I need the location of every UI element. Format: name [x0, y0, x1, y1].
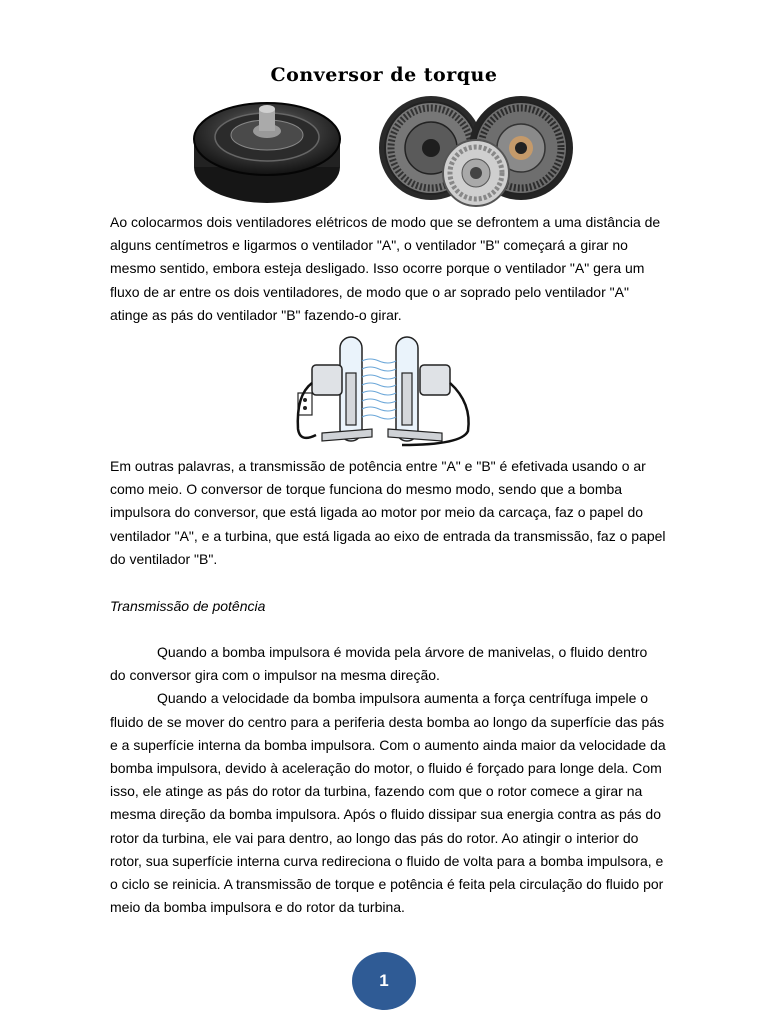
body-paragraphs	[110, 641, 666, 919]
intro-paragraph	[110, 211, 666, 327]
page-title: Conversor de torque	[270, 64, 498, 86]
body-paragraph-1: Quando a bomba impulsora é movida pela árvore de manivelas, o fluido dentro do conversor gira com o impulsor na mesma direção.	[110, 644, 648, 684]
section-heading-text: Transmissão de potência	[110, 598, 266, 614]
analogy-paragraph	[110, 455, 666, 571]
torque-converter-photo	[192, 95, 342, 207]
page-number-badge	[352, 952, 416, 1010]
intro-text: Ao colocarmos dois ventiladores elétricos de modo que se defrontem a uma distância de alguns centímetros e ligarmos o ventilador "A", o ventilador "B" começará a girar no mesmo sentido, embora esteja desligado. Isso ocorre porque o ventilador "A" gera um fluxo de ar entre os dois ventiladores, de modo que o ar soprado pelo ventilador "A" atinge as pás do ventilador "B" fazendo-o girar.	[110, 214, 661, 323]
section-heading	[110, 595, 666, 618]
body-paragraph-2: Quando a velocidade da bomba impulsora aumenta a força centrífuga impele o fluido de se mover do centro para a periferia desta bomba ao longo da superfície das pás e a superfície interna da bomba impulsora. Com o aumento ainda maior da velocidade da bomba impulsora, devido à aceleração do motor, o fluido é forçado para longe dela. Com isso, ele atinge as pás do rotor da turbina, fazendo com que o rotor comece a girar na mesma direção da bomba impulsora. Após o fluido dissipar sua energia contra as pás do rotor da turbina, ele vai para dentro, ao longo das pás do rotor. Ao atingir o interior do rotor, sua superfície interna curva redireciona o fluido de volta para a bomba impulsora, e o ciclo se reinicia. A transmissão de torque e potência é feita pela circulação do fluido por meio da bomba impulsora e do rotor da turbina.	[110, 690, 666, 916]
page-number: 1	[379, 971, 389, 990]
two-fans-diagram	[292, 333, 484, 451]
converter-components-photo	[376, 93, 576, 208]
analogy-text: Em outras palavras, a transmissão de potência entre "A" e "B" é efetivada usando o ar como meio. O conversor de torque funciona do mesmo modo, sendo que a bomba impulsora do conversor, que está ligada ao motor por meio da carcaça, faz o papel do ventilador "A", e a turbina, que está ligada ao eixo de entrada da transmissão, faz o papel do ventilador "B".	[110, 458, 666, 567]
